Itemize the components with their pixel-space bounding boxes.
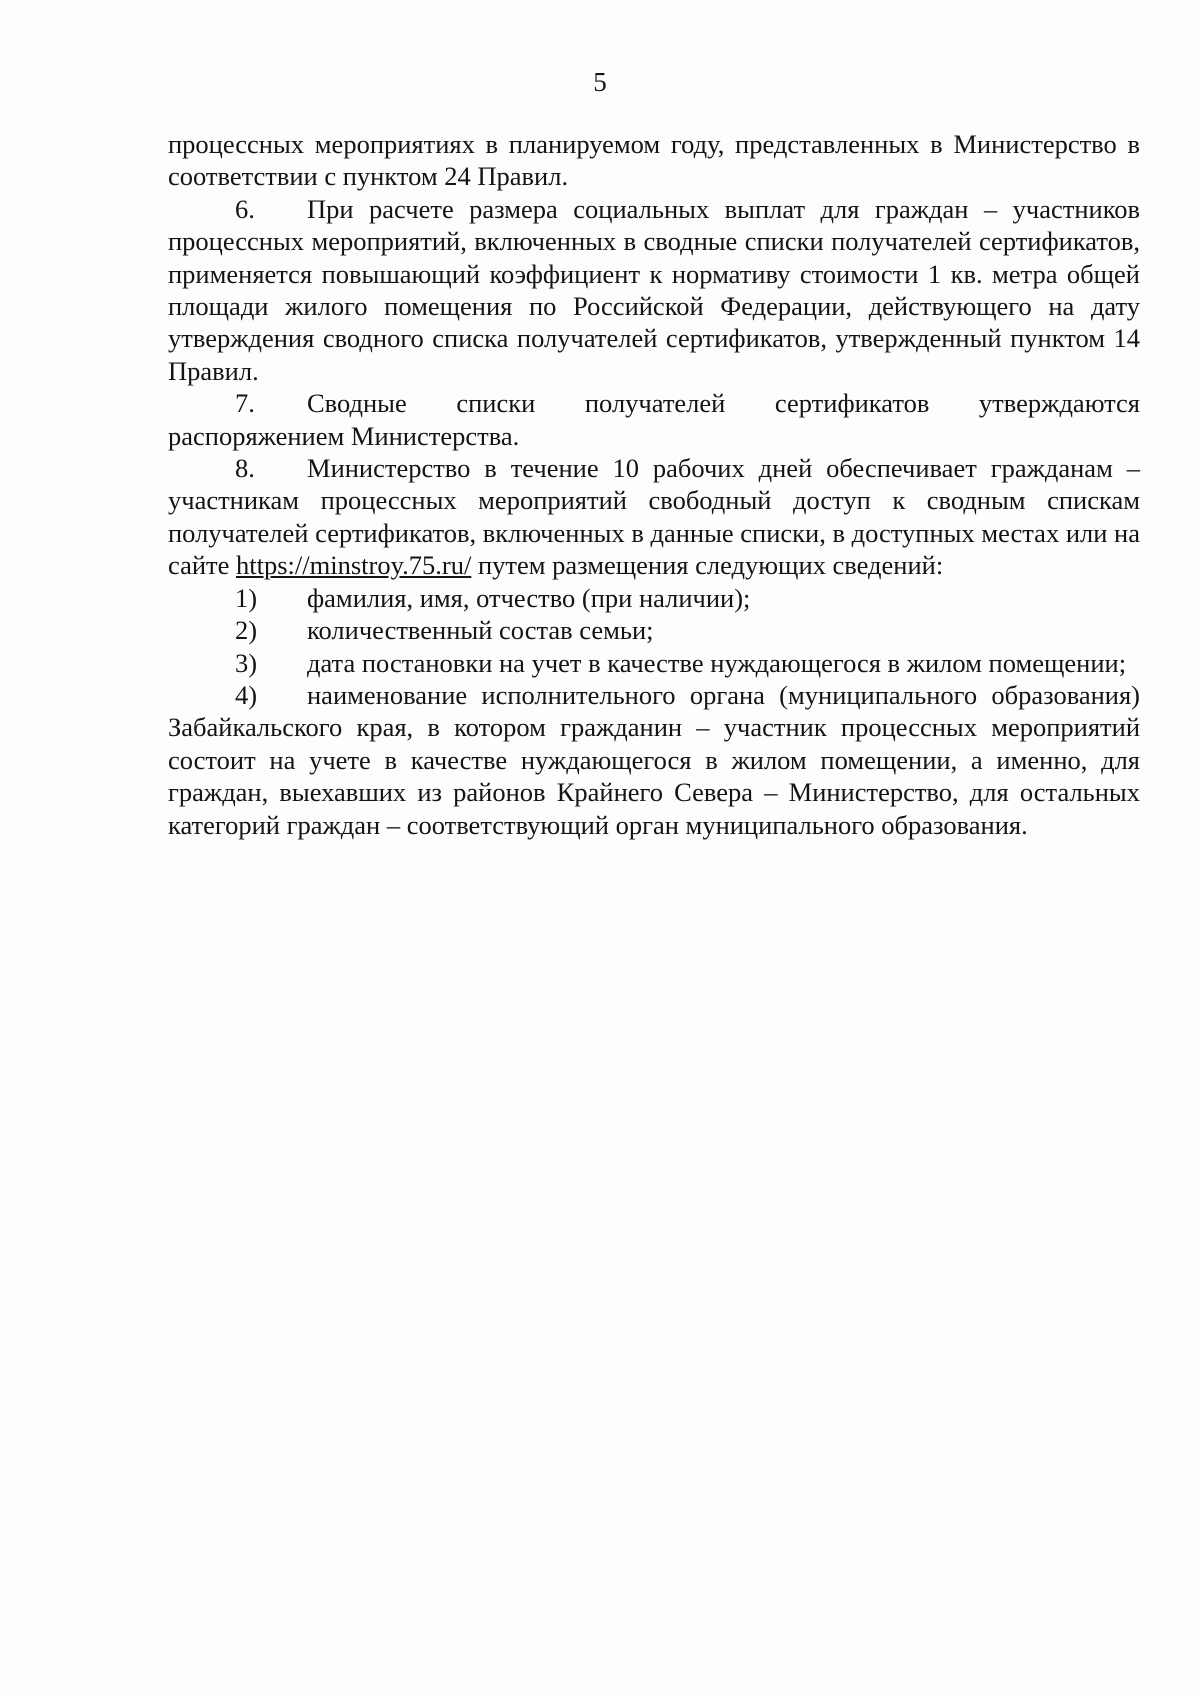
list-item-text: наименование исполнительного органа (муниципального образования) Забайкальского края, в котором гражданин – участник процессных мероприятий состоит на учете в качестве нуждающегося в жилом помещении, а именно, для граждан, выехавших из районов Крайнего Севера – Министерство, для остальных категорий граждан – соответствующий орган муниципального образования.	[168, 679, 1140, 840]
page-number: 5	[593, 67, 607, 97]
list-item-number: 3)	[235, 647, 258, 678]
list-item-text: дата постановки на учет в качестве нуждающегося в жилом помещении;	[307, 647, 1127, 678]
list-item-2	[168, 614, 1140, 646]
paragraph-text: процессных мероприятиях в планируемом году, представленных в Министерство в соответствии с пунктом 24 Правил.	[168, 129, 1140, 192]
list-item-number: 4)	[235, 679, 258, 710]
list-item-number: 1)	[235, 582, 258, 613]
paragraph-text: Сводные списки получателей сертификатов утверждаются распоряжением Министерства.	[168, 388, 1140, 451]
paragraph-text: путем размещения следующих сведений:	[471, 550, 944, 581]
list-item-number: 2)	[235, 615, 258, 646]
list-item-text: фамилия, имя, отчество (при наличии);	[307, 582, 751, 613]
list-item-1	[168, 582, 1140, 614]
paragraph-text: Министерство в течение 10 рабочих дней обеспечивает гражданам – участникам процессных мероприятий свободный доступ к сводным спискам получателей сертификатов, включенных в данные списки, в доступных местах или на сайте	[168, 453, 1140, 581]
document-body	[168, 128, 1140, 841]
minstroy-site-link[interactable]: https://minstroy.75.ru/	[236, 550, 472, 581]
list-item-3	[168, 647, 1140, 679]
paragraph-text: При расчете размера социальных выплат для граждан – участников процессных мероприятий, включенных в сводные списки получателей сертификатов, применяется повышающий коэффициент к нормативу стоимости 1 кв. метра общей площади жилого помещения по Российской Федерации, действующего на дату утверждения сводного списка получателей сертификатов, утвержденный пунктом 14 Правил.	[168, 193, 1140, 386]
paragraph-6	[168, 193, 1140, 387]
paragraph-number: 6.	[235, 193, 255, 224]
paragraph-number: 8.	[235, 453, 255, 484]
paragraph-8	[168, 452, 1140, 582]
paragraph-7	[168, 387, 1140, 452]
list-item-4	[168, 679, 1140, 841]
paragraph-number: 7.	[235, 388, 255, 419]
list-item-text: количественный состав семьи;	[307, 615, 654, 646]
paragraph-continued	[168, 128, 1140, 193]
